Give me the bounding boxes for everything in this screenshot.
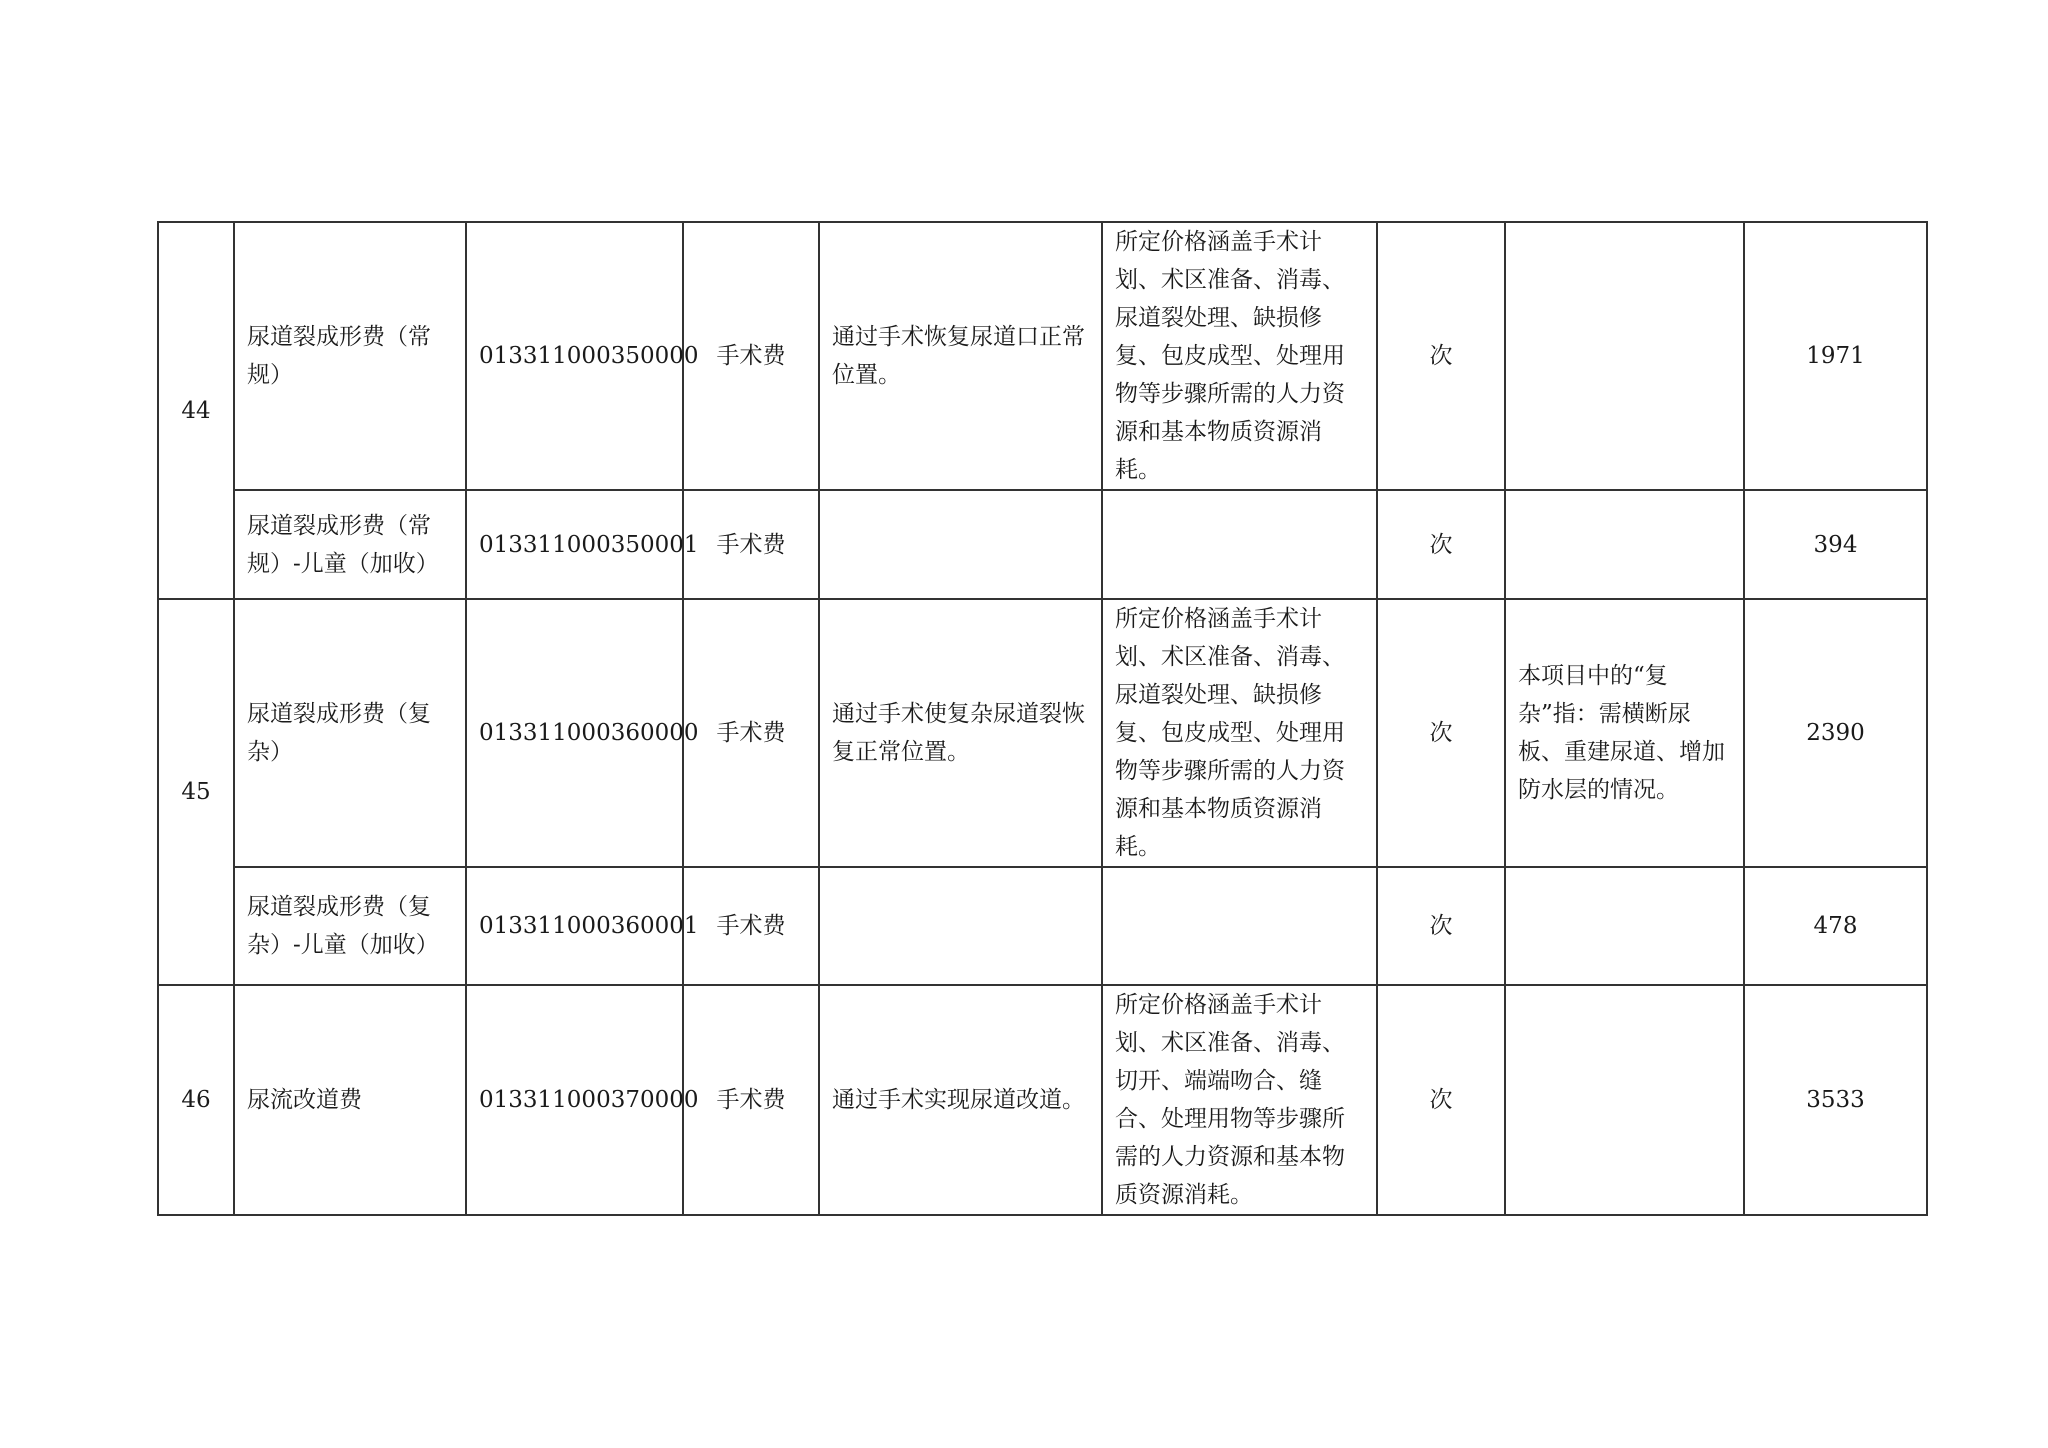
item-unit: 次 <box>1377 985 1505 1215</box>
item-number: 44 <box>158 222 234 599</box>
item-content: 通过手术恢复尿道口正常位置。 <box>819 222 1102 490</box>
item-code: 013311000370000 <box>466 985 683 1215</box>
item-code: 013311000360000 <box>466 599 683 867</box>
item-note: 本项目中的“复杂”指：需横断尿板、重建尿道、增加防水层的情况。 <box>1505 599 1744 867</box>
item-price: 1971 <box>1744 222 1927 490</box>
item-price: 478 <box>1744 867 1927 985</box>
item-unit: 次 <box>1377 867 1505 985</box>
item-code: 013311000360001 <box>466 867 683 985</box>
item-category: 手术费 <box>683 222 819 490</box>
item-number: 45 <box>158 599 234 985</box>
item-scope: 所定价格涵盖手术计划、术区准备、消毒、切开、端端吻合、缝合、处理用物等步骤所需的人力资源和基本物质资源消耗。 <box>1102 985 1377 1215</box>
item-number: 46 <box>158 985 234 1215</box>
item-unit: 次 <box>1377 599 1505 867</box>
item-category: 手术费 <box>683 985 819 1215</box>
item-scope <box>1102 490 1377 599</box>
item-name: 尿道裂成形费（复杂） <box>234 599 466 867</box>
table-row <box>158 985 1927 1215</box>
item-code: 013311000350000 <box>466 222 683 490</box>
table-row <box>158 490 1927 599</box>
item-note <box>1505 222 1744 490</box>
item-scope: 所定价格涵盖手术计划、术区准备、消毒、尿道裂处理、缺损修复、包皮成型、处理用物等步骤所需的人力资源和基本物质资源消耗。 <box>1102 599 1377 867</box>
item-content <box>819 490 1102 599</box>
item-unit: 次 <box>1377 222 1505 490</box>
table-row <box>158 867 1927 985</box>
item-unit: 次 <box>1377 490 1505 599</box>
item-content: 通过手术使复杂尿道裂恢复正常位置。 <box>819 599 1102 867</box>
item-scope: 所定价格涵盖手术计划、术区准备、消毒、尿道裂处理、缺损修复、包皮成型、处理用物等步骤所需的人力资源和基本物质资源消耗。 <box>1102 222 1377 490</box>
item-code: 013311000350001 <box>466 490 683 599</box>
item-name: 尿道裂成形费（复杂）-儿童（加收） <box>234 867 466 985</box>
item-price: 3533 <box>1744 985 1927 1215</box>
item-content: 通过手术实现尿道改道。 <box>819 985 1102 1215</box>
item-note <box>1505 867 1744 985</box>
item-name: 尿流改道费 <box>234 985 466 1215</box>
item-category: 手术费 <box>683 867 819 985</box>
item-price: 2390 <box>1744 599 1927 867</box>
item-scope <box>1102 867 1377 985</box>
fee-table <box>157 221 1928 1216</box>
item-note <box>1505 490 1744 599</box>
item-note <box>1505 985 1744 1215</box>
table-row <box>158 599 1927 867</box>
item-category: 手术费 <box>683 599 819 867</box>
item-price: 394 <box>1744 490 1927 599</box>
item-name: 尿道裂成形费（常规）-儿童（加收） <box>234 490 466 599</box>
table-row <box>158 222 1927 490</box>
item-name: 尿道裂成形费（常规） <box>234 222 466 490</box>
item-category: 手术费 <box>683 490 819 599</box>
item-content <box>819 867 1102 985</box>
